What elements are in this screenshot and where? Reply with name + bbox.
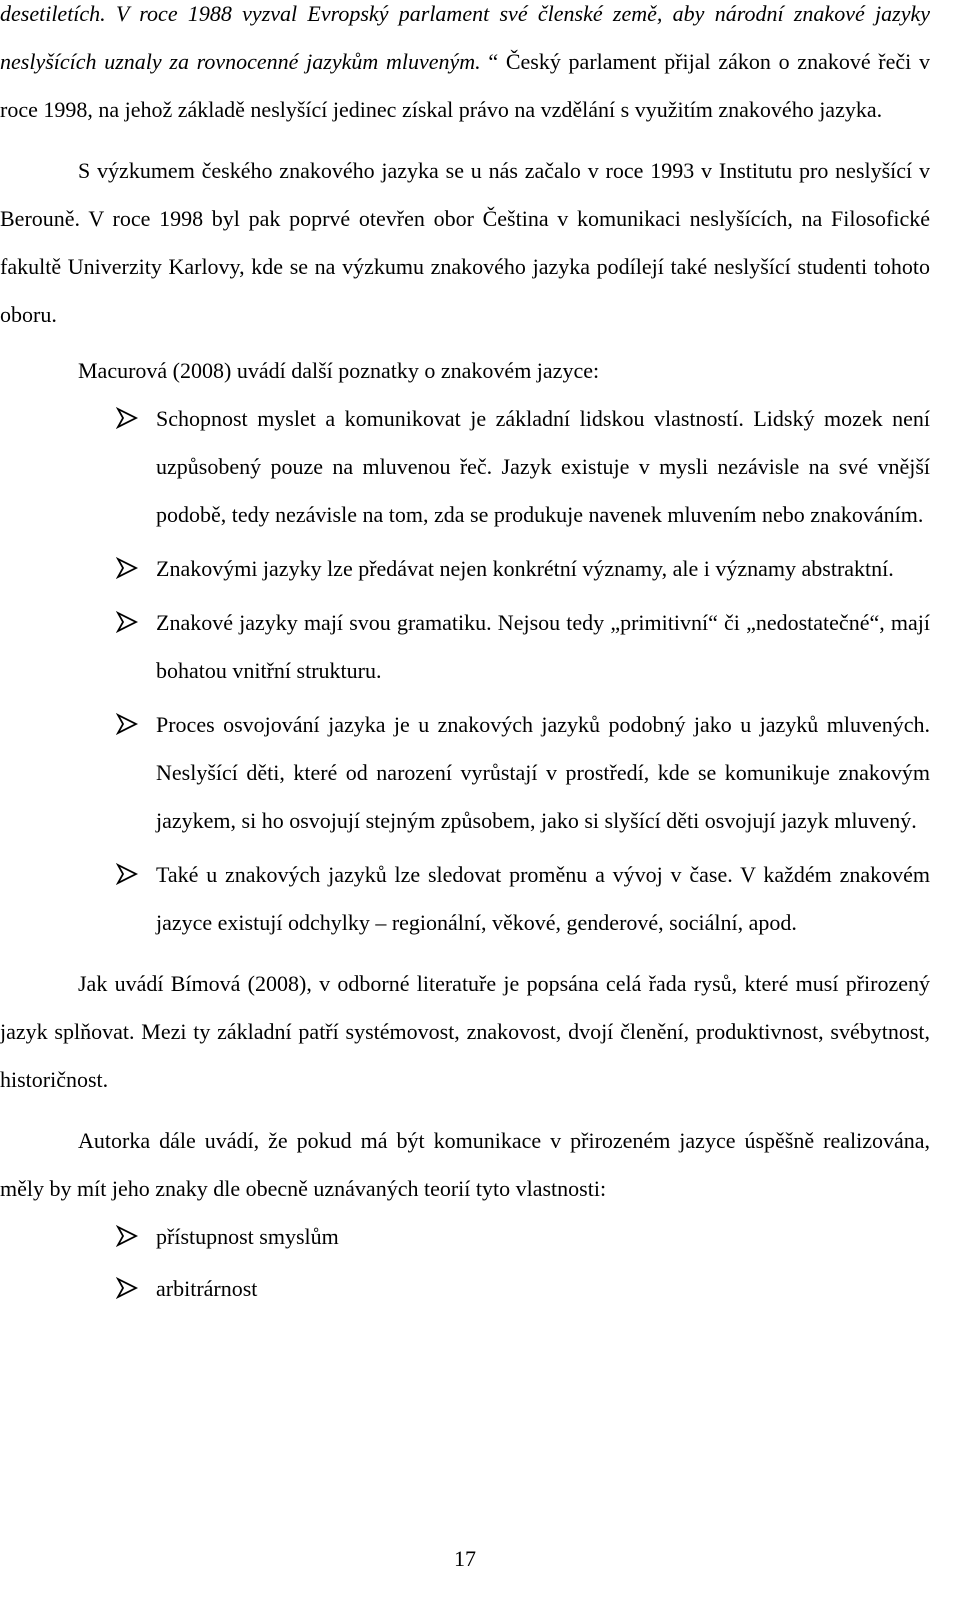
list-item — [156, 545, 930, 593]
arrowhead-bullet-icon — [116, 1277, 138, 1299]
paragraph-autorka: Autorka dále uvádí, že pokud má být komunikace v přirozeném jazyce úspěšně realizována, měly by mít jeho znaky dle obecně uznávaných teorií tyto vlastnosti: — [0, 1128, 930, 1201]
paragraph-bimova: Jak uvádí Bímová (2008), v odborné literatuře je popsána celá řada rysů, které musí přirozený jazyk splňovat. Mezi ty základní patří systémovost, znakovost, dvojí členění, produktivnost, svébytnost, historičnost. — [0, 971, 930, 1092]
list-item — [156, 599, 930, 695]
list-item-text: Znakovými jazyky lze předávat nejen konkrétní významy, ale i významy abstraktní. — [156, 556, 894, 581]
list-item-text: přístupnost smyslům — [156, 1224, 339, 1249]
arrowhead-bullet-icon — [116, 407, 138, 429]
intro-italic-text: desetiletích. V roce 1988 vyzval Evropský parlament své členské země, aby národní znakové jazyky neslyšících uznaly za rovnocenné jazykům mluveným. — [0, 1, 930, 74]
properties-list — [0, 1213, 930, 1313]
list-item-text: arbitrárnost — [156, 1276, 258, 1301]
list-item-text: Schopnost myslet a komunikovat je základní lidskou vlastností. Lidský mozek není uzpůsobený pouze na mluvenou řeč. Jazyk existuje v mysli nezávisle na své vnější podobě, tedy nezávisle na tom, zda se produkuje navenek mluvením nebo znakováním. — [156, 406, 930, 527]
arrowhead-bullet-icon — [116, 611, 138, 633]
arrowhead-bullet-icon — [116, 1225, 138, 1247]
list-item-text: Proces osvojování jazyka je u znakových jazyků podobný jako u jazyků mluvených. Neslyšící děti, které od narození vyrůstají v prostředí, kde se komunikuje znakovým jazykem, si ho osvojují stejným způsobem, jako si slyšící děti osvojují jazyk mluvený. — [156, 712, 930, 833]
arrowhead-bullet-icon — [116, 863, 138, 885]
arrowhead-bullet-icon — [116, 713, 138, 735]
intro-paragraph — [0, 0, 930, 134]
list-item — [156, 395, 930, 539]
list-item-text: Také u znakových jazyků lze sledovat proměnu a vývoj v čase. V každém znakovém jazyce existují odchylky – regionální, věkové, genderové, sociální, apod. — [156, 862, 930, 935]
list-item — [156, 701, 930, 845]
list-item — [156, 1213, 930, 1261]
intro-regular-text: “ Český parlament přijal zákon o znakové řeči v roce 1998, na jehož základě neslyšící jedinec získal právo na vzdělání s využitím znakového jazyka. — [0, 49, 930, 122]
list-item-text: Znakové jazyky mají svou gramatiku. Nejsou tedy „primitivní“ či „nedostatečné“, mají bohatou vnitřní strukturu. — [156, 610, 930, 683]
macurova-list — [0, 395, 930, 947]
page-number: 17 — [454, 1546, 476, 1571]
paragraph-macurova: Macurová (2008) uvádí další poznatky o znakovém jazyce: — [78, 358, 600, 383]
paragraph-research: S výzkumem českého znakového jazyka se u nás začalo v roce 1993 v Institutu pro neslyšící v Berouně. V roce 1998 byl pak poprvé otevřen obor Čeština v komunikaci neslyšících, na Filosofické fakultě Univerzity Karlovy, kde se na výzkumu znakového jazyka podílejí také neslyšící studenti tohoto oboru. — [0, 158, 930, 327]
list-item — [156, 851, 930, 947]
arrowhead-bullet-icon — [116, 557, 138, 579]
list-item — [156, 1265, 930, 1313]
